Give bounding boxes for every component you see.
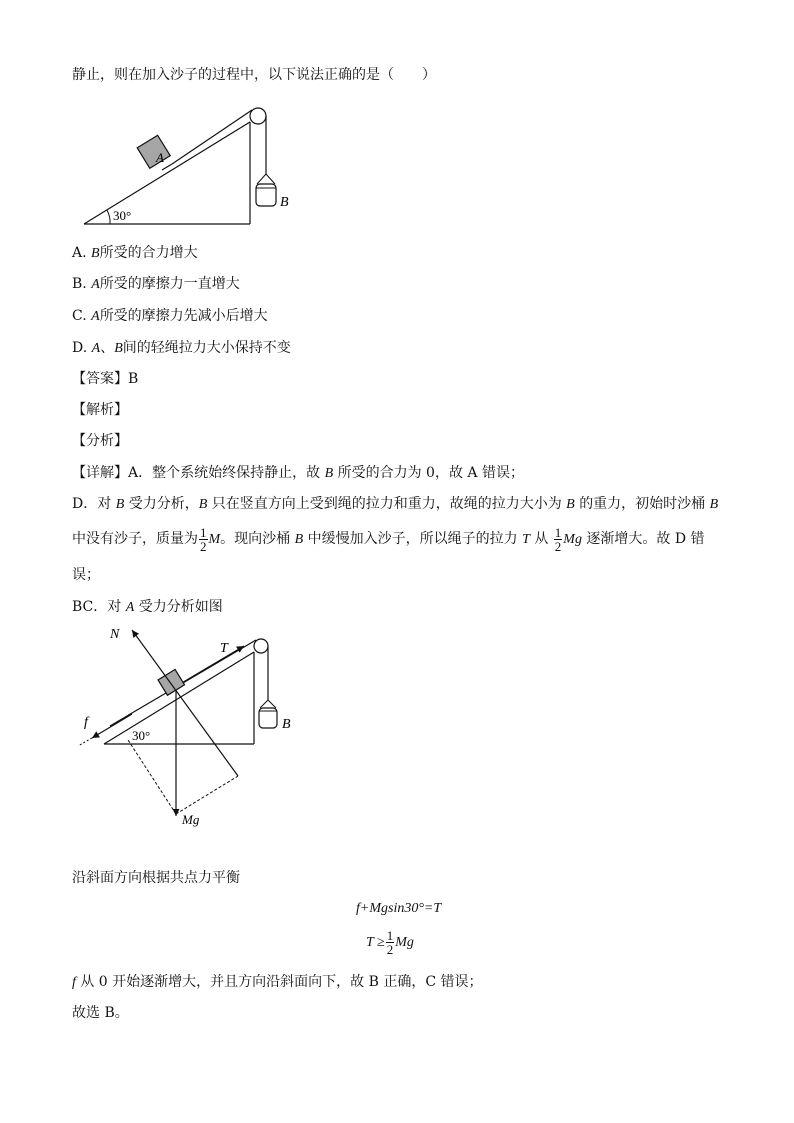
- fraction-half: $\frac{1}{2}$: [200, 524, 207, 554]
- angle-label-2: 30°: [132, 728, 151, 743]
- fenxi-tag: 【分析】: [72, 433, 128, 449]
- option-b[interactable]: B. A所受的摩擦力一直增大: [72, 276, 240, 292]
- bucket-label-b: B: [280, 195, 289, 210]
- option-d[interactable]: D. A、B间的轻绳拉力大小保持不变: [72, 340, 291, 356]
- force-label-f: f: [84, 715, 88, 730]
- bucket-label-b2: B: [282, 717, 291, 732]
- angle-label: 30°: [113, 208, 132, 223]
- figure-force-analysis: [70, 624, 330, 830]
- block-label-a: A: [156, 150, 164, 165]
- force-label-t: T: [220, 641, 228, 656]
- question-stem: 静止，则在加入沙子的过程中，以下说法正确的是（ ）: [72, 67, 436, 83]
- analysis-tag: 【解析】: [72, 402, 128, 418]
- fraction-half: $\frac{1}{2}$: [554, 524, 562, 554]
- equation-1: f+Mgsin30°=T: [356, 901, 442, 916]
- figure-incline-pulley: [80, 104, 320, 228]
- answer-line: 【答案】B: [72, 371, 139, 387]
- equation-2: T ≥ $\frac{1}{2}$ Mg: [366, 928, 414, 958]
- detail-a: 【详解】A．整个系统始终保持静止，故 B 所受的合力为 0，故 A 错误；: [72, 465, 524, 481]
- detail-d-line3: 误；: [72, 567, 100, 583]
- balance-text: 沿斜面方向根据共点力平衡: [72, 870, 240, 886]
- option-c[interactable]: C. A所受的摩擦力先减小后增大: [72, 308, 268, 324]
- force-label-n: N: [110, 627, 120, 642]
- final-answer: 故选 B。: [72, 1005, 129, 1021]
- detail-bc: BC．对 A 受力分析如图: [72, 599, 223, 615]
- force-label-mg: Mg: [182, 812, 200, 827]
- detail-d-line2: 中没有沙子，质量为 $\frac{1}{2}$ M。现向沙桶 B 中缓慢加入沙子，所以绳子的拉力 T 从 $\frac{1}{2}$ Mg 逐渐增大。故 D 错: [72, 524, 705, 554]
- conclusion: f 从 0 开始逐渐增大，并且方向沿斜面向下，故 B 正确，C 错误；: [72, 974, 483, 990]
- detail-d-line1: D．对 B 受力分析，B 只在竖直方向上受到绳的拉力和重力，故绳的拉力大小为 B 的重力，初始时沙桶 B: [72, 496, 719, 512]
- option-a[interactable]: A. B所受的合力增大: [72, 245, 198, 261]
